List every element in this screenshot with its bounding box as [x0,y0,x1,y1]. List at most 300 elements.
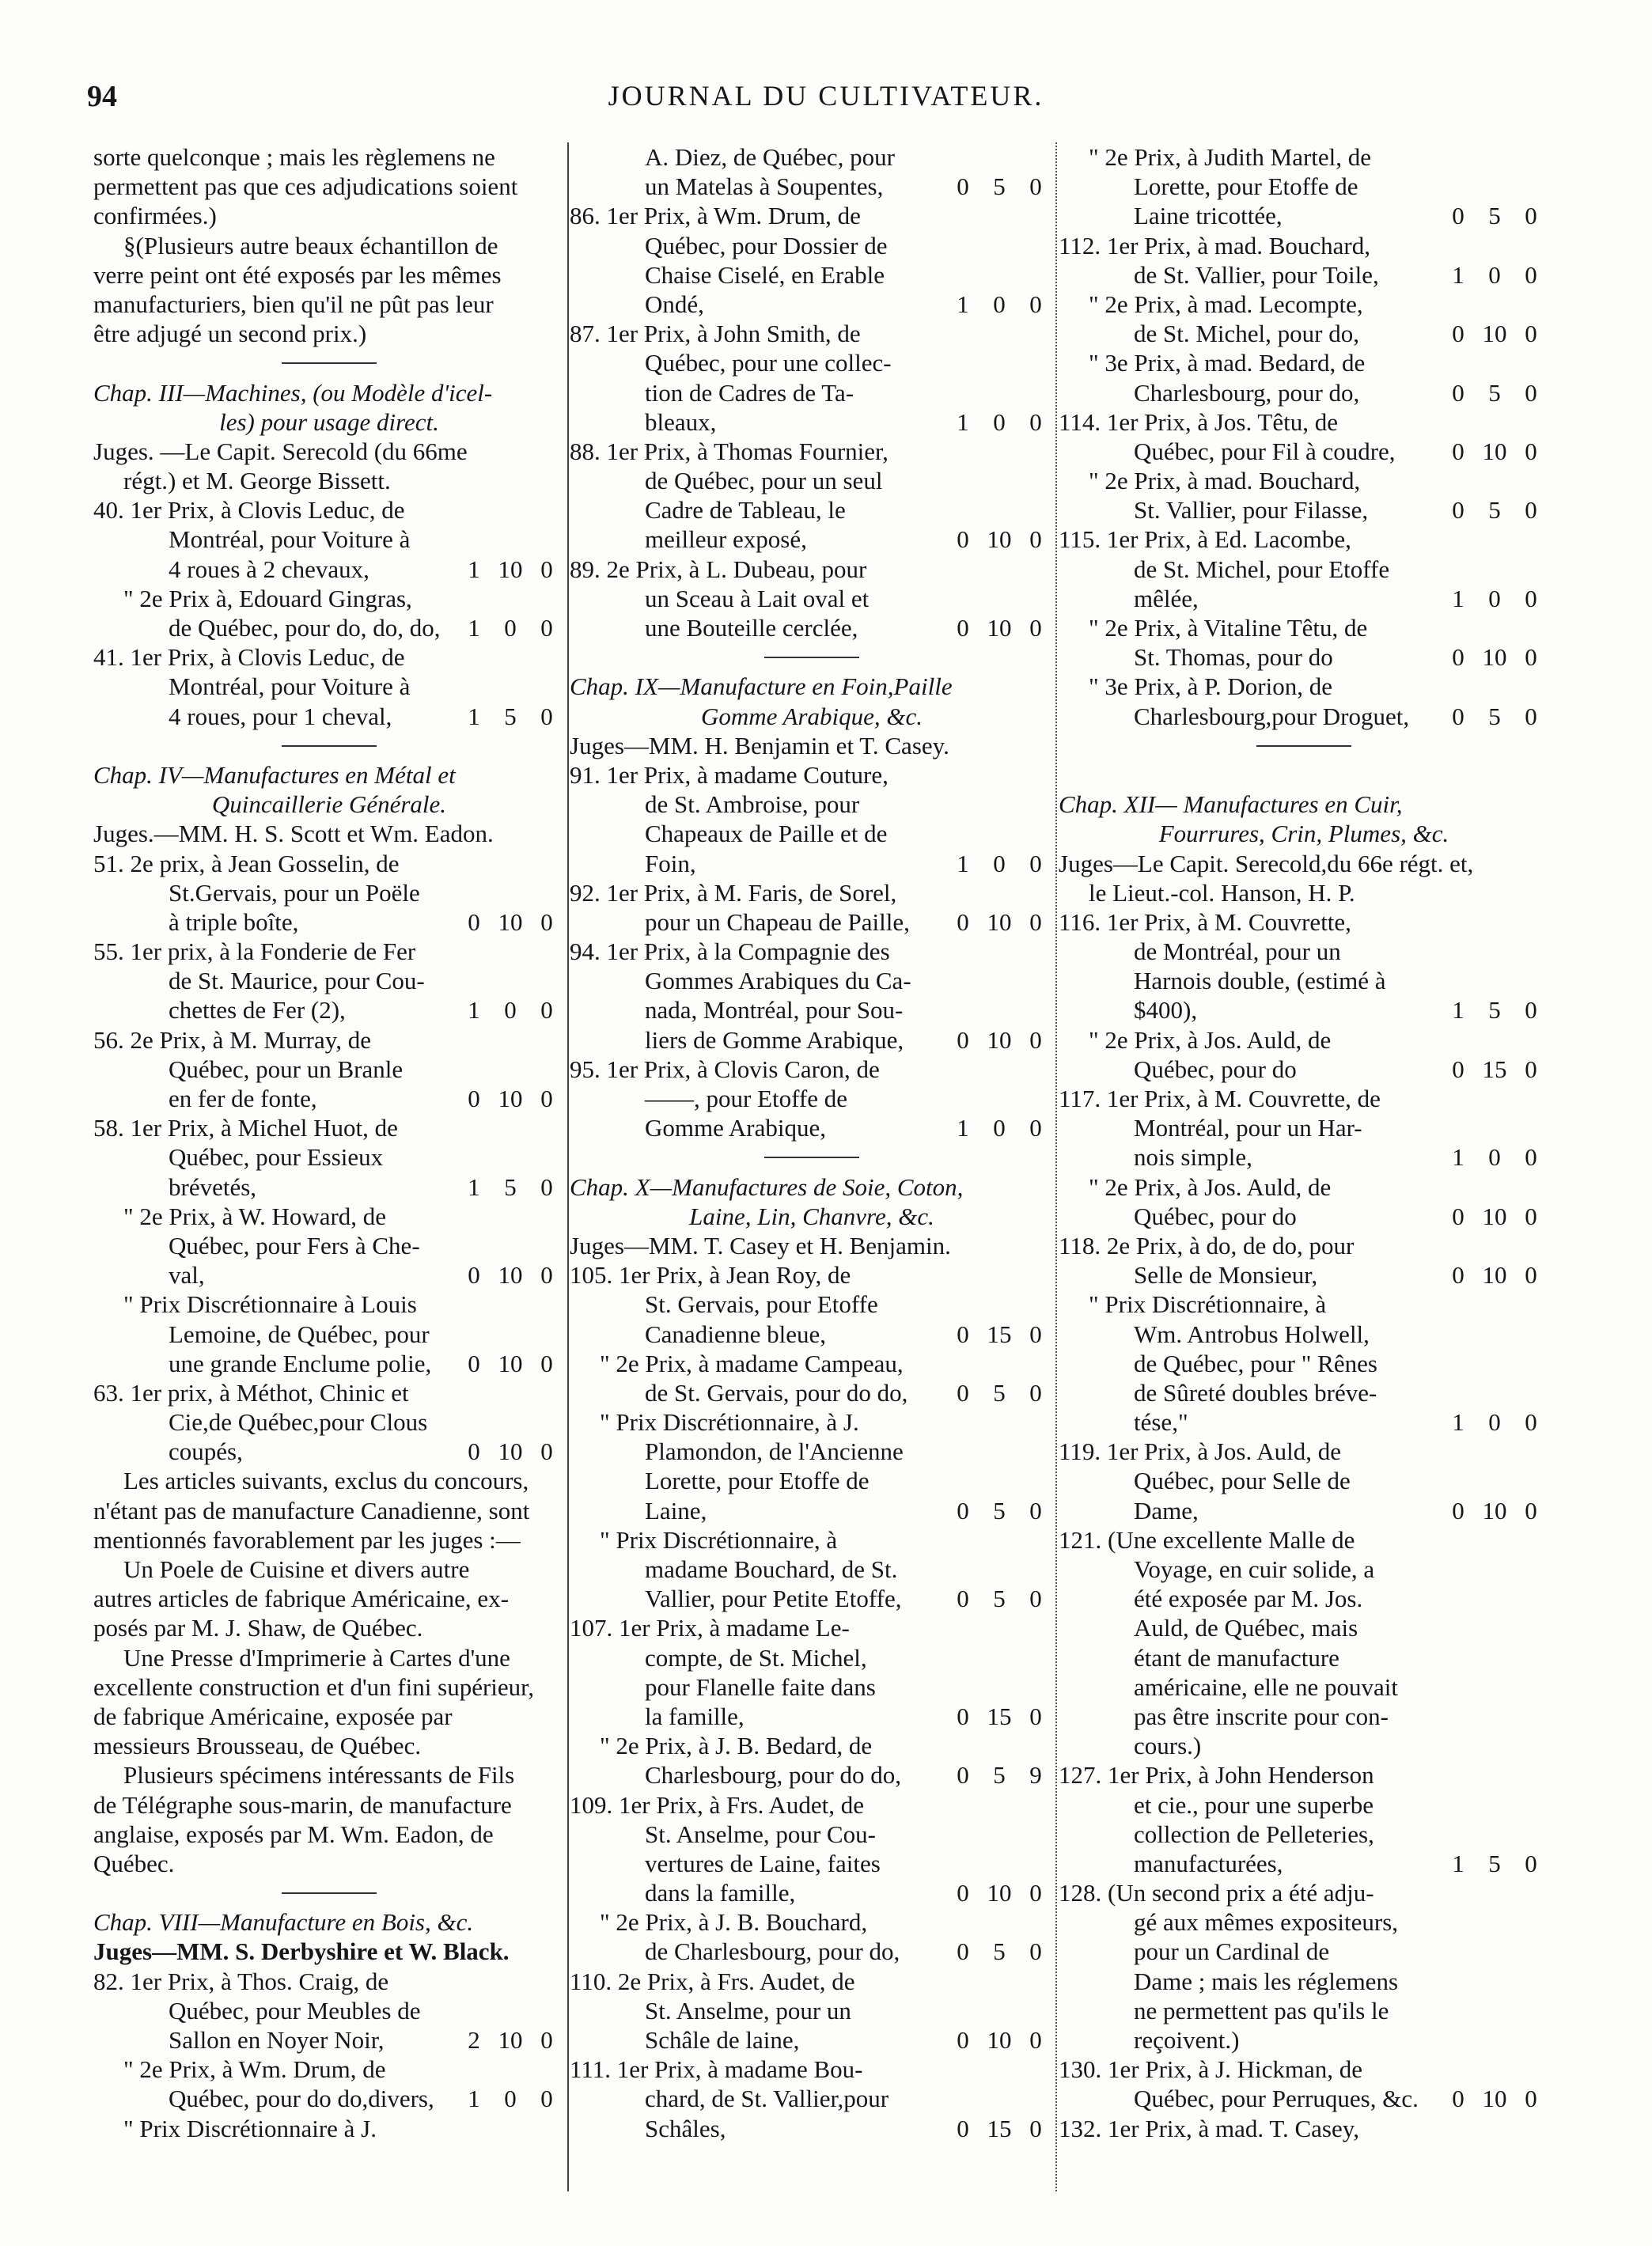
line-text: excellente construction et d'un fini supérieur, [93,1672,534,1701]
line-text: de Québec, pour un seul [645,467,883,495]
prize-amount [460,2025,560,2055]
line-text: gé aux mêmes expositeurs, [1134,1908,1399,1937]
text-column-middle [570,142,1054,2143]
shillings-value: 0 [1488,1408,1501,1437]
prize-amount [949,1584,1049,1613]
text-line [570,790,1054,819]
line-text: Québec, pour Dossier de [645,231,888,259]
line-text: " 2e Prix, à J. B. Bedard, de [600,1732,873,1760]
line-text: 118. 2e Prix, à do, de do, pour [1059,1231,1355,1259]
line-text: Vallier, pour Petite Etoffe, [645,1585,902,1613]
prize-amount [1445,995,1544,1025]
pence-value: 0 [1525,2085,1537,2113]
line-text: pour Flanelle faite dans [645,1672,876,1701]
pence-value: 0 [1525,437,1537,465]
line-text: Québec, pour Selle de [1134,1467,1351,1495]
text-line [93,1937,565,1966]
text-line [1059,966,1549,995]
line-text: Charlesbourg, pour do, [1134,378,1360,407]
line-text: Dame ; mais les réglemens [1134,1967,1399,1995]
pence-value: 0 [1525,1055,1537,1083]
text-line [93,1820,565,1849]
text-line [570,1937,1054,1966]
pence-value: 0 [1525,1408,1537,1437]
text-line [1059,1320,1549,1349]
line-text: Québec, pour do [1134,1202,1297,1230]
text-line [570,1113,1054,1142]
pence-value: 0 [1525,202,1537,230]
text-line [93,849,565,878]
text-line [1059,348,1549,377]
shillings-value: 10 [987,1025,1012,1054]
line-text: de St. Michel, pour Etoffe [1134,555,1390,583]
line-text: " 2e Prix, à Wm. Drum, de [123,2055,386,2084]
text-line [93,937,565,966]
line-text: ——, pour Etoffe de [645,1085,847,1112]
line-text: $400), [1134,996,1198,1025]
text-line [570,584,1054,613]
line-text: St. Vallier, pour Filasse, [1134,496,1369,525]
pounds-value: 1 [1452,584,1464,612]
shillings-value: 5 [993,1937,1006,1966]
line-text: " 3e Prix, à P. Dorion, de [1089,672,1332,701]
text-line [570,907,1054,937]
text-line [570,201,1054,230]
pounds-value: 0 [957,172,969,201]
text-line [93,407,565,437]
text-line [93,1260,565,1290]
pence-value: 0 [540,1172,553,1201]
text-line [570,1407,1054,1437]
text-line [1059,642,1549,672]
column-divider-right [1055,142,1057,2191]
pence-value: 0 [1525,643,1537,672]
text-line [570,1525,1054,1555]
pounds-value: 1 [957,1114,969,1142]
line-text: de fabrique Américaine, exposée par [93,1702,453,1730]
prize-amount [460,1437,560,1466]
prize-amount [460,1084,560,1113]
line-text: compte, de St. Michel, [645,1643,867,1672]
shillings-value: 0 [1488,260,1501,289]
text-line [570,966,1054,995]
line-text: être adjugé un second prix.) [93,320,367,348]
pounds-value: 0 [957,1585,969,1613]
prize-amount [949,1113,1049,1142]
shillings-value: 5 [993,1378,1006,1407]
shillings-value: 0 [993,1114,1006,1142]
shillings-value: 10 [498,1261,523,1290]
line-text: un Sceau à Lait oval et [645,584,870,612]
text-line [1059,1407,1549,1437]
line-text: 117. 1er Prix, à M. Couvrette, de [1059,1085,1381,1112]
text-line [1059,407,1549,437]
line-text: Schâle de laine, [645,2026,800,2054]
line-text: mentionnés favorablement par les juges :— [93,1525,521,1554]
text-line [1059,1878,1549,1907]
text-line [570,525,1054,554]
shillings-value: 5 [993,1585,1006,1613]
line-text: Chap. IX—Manufacture en Foin,Paille [570,672,953,701]
text-line [570,1172,1054,1202]
line-text: Wm. Antrobus Holwell, [1134,1320,1370,1348]
text-line [93,1555,565,1584]
text-line [570,613,1054,642]
pounds-value: 0 [1452,643,1464,672]
text-line [1059,1496,1549,1525]
line-text: Laine, [645,1496,707,1524]
text-line [570,849,1054,878]
line-text: collection de Pelleteries, [1134,1820,1374,1848]
pence-value: 0 [540,702,553,730]
line-text: n'étant pas de manufacture Canadienne, sont [93,1496,530,1524]
shillings-value: 10 [987,2026,1012,2054]
text-line [570,995,1054,1025]
text-line [1059,378,1549,407]
line-text: 91. 1er Prix, à madame Couture, [570,760,889,789]
text-line [570,319,1054,348]
line-text: " 2e Prix, à madame Campeau, [600,1349,904,1377]
pounds-value: 1 [468,555,480,583]
shillings-value: 10 [1482,437,1507,465]
text-line [1059,672,1549,701]
text-line [93,525,565,554]
line-text: Québec, pour un Branle [169,1055,404,1083]
line-text: 132. 1er Prix, à mad. T. Casey, [1059,2114,1359,2142]
line-text: Juges—MM. H. Benjamin et T. Casey. [570,731,949,759]
text-line [93,1407,565,1437]
pounds-value: 0 [468,1437,480,1466]
shillings-value: 10 [498,907,523,936]
text-line [1059,1202,1549,1231]
shillings-value: 0 [504,996,517,1025]
text-line [570,1731,1054,1760]
pounds-value: 1 [468,614,480,642]
text-line [93,966,565,995]
text-line [93,1202,565,1231]
text-line [1059,584,1549,613]
pence-value: 0 [1029,2026,1042,2054]
line-text: val, [169,1261,205,1290]
pence-value: 0 [540,2026,553,2054]
line-text: dans la famille, [645,1879,796,1907]
text-line [93,201,565,230]
prize-amount [460,555,560,584]
line-text: Québec, pour Meubles de [169,1996,421,2024]
text-line [1059,1937,1549,1966]
shillings-value: 0 [1488,584,1501,612]
text-line [93,1466,565,1495]
pence-value: 0 [1029,1937,1042,1966]
text-line [1059,2025,1549,2055]
shillings-value: 5 [1488,702,1501,730]
pounds-value: 1 [957,290,969,318]
text-line [1059,702,1549,731]
text-line [1059,1142,1549,1172]
running-title: JOURNAL DU CULTIVATEUR. [608,80,1044,112]
prize-amount [949,1320,1049,1349]
line-text: Auld, de Québec, mais [1134,1614,1358,1642]
prize-amount [460,1172,560,1202]
text-line [93,172,565,201]
text-line [93,702,565,731]
section-rule [570,1142,1054,1172]
line-text: 82. 1er Prix, à Thos. Craig, de [93,1967,389,1995]
line-text: Lorette, pour Etoffe de [1134,172,1358,201]
pence-value: 9 [1029,1761,1042,1790]
line-text: reçoivent.) [1134,2026,1240,2054]
line-text: Lemoine, de Québec, pour [169,1320,430,1348]
prize-amount [1445,584,1544,613]
text-line [570,2114,1054,2143]
pence-value: 0 [1029,1025,1042,1054]
line-text: Dame, [1134,1496,1199,1524]
line-text: Laine tricottée, [1134,202,1283,230]
text-line [1059,2055,1549,2084]
line-text: cours.) [1134,1732,1202,1760]
text-line [1059,1820,1549,1849]
line-text: " 2e Prix, à J. B. Bouchard, [600,1908,868,1937]
text-line [93,1055,565,1084]
text-line [93,319,565,348]
shillings-value: 10 [1482,1202,1507,1230]
text-line [93,1996,565,2025]
line-text: 115. 1er Prix, à Ed. Lacombe, [1059,525,1351,554]
pounds-value: 0 [1452,496,1464,525]
line-text: " 2e Prix, à W. Howard, de [123,1202,387,1230]
line-text: 107. 1er Prix, à madame Le- [570,1614,850,1642]
pounds-value: 0 [1452,1496,1464,1524]
page-number: 94 [87,80,117,113]
prize-amount [1445,1849,1544,1878]
text-line [1059,1525,1549,1555]
pence-value: 0 [1029,1496,1042,1524]
line-text: Chap. XII— Manufactures en Cuir, [1059,790,1403,819]
text-line [1059,760,1549,790]
text-line [570,1849,1054,1878]
prize-amount [1445,437,1544,466]
line-text: de Télégraphe sous-marin, de manufacture [93,1790,512,1819]
text-line [570,819,1054,848]
text-line [93,142,565,172]
line-text: " 2e Prix à, Edouard Gingras, [123,584,412,612]
text-line [570,172,1054,201]
prize-amount [949,1702,1049,1731]
text-line [570,2025,1054,2055]
line-text: 130. 1er Prix, à J. Hickman, de [1059,2055,1362,2084]
line-text: le Lieut.-col. Hanson, H. P. [1089,878,1355,907]
line-text: de Charlesbourg, pour do, [645,1937,900,1966]
text-line [93,760,565,790]
line-text: Chap. X—Manufactures de Soie, Coton, [570,1172,964,1201]
text-line [1059,907,1549,937]
text-line [1059,878,1549,907]
line-text: St.Gervais, pour un Poële [169,878,420,907]
text-line [1059,1290,1549,1319]
line-text: " 2e Prix, à Jos. Auld, de [1089,1025,1332,1054]
pounds-value: 0 [957,1378,969,1407]
pence-value: 0 [540,996,553,1025]
line-text: Juges—MM. T. Casey et H. Benjamin. [570,1231,951,1259]
line-text: Un Poele de Cuisine et divers autre [123,1555,470,1583]
text-line [93,1320,565,1349]
pence-value: 0 [1029,1378,1042,1407]
shillings-value: 5 [1488,1849,1501,1877]
shillings-value: 10 [1482,1496,1507,1524]
line-text: pas être inscrite pour con- [1134,1702,1389,1730]
line-text: Harnois double, (estimé à [1134,967,1386,995]
prize-amount [1445,1260,1544,1290]
text-line [1059,1967,1549,1996]
line-text: 116. 1er Prix, à M. Couvrette, [1059,907,1351,936]
column-divider-left [567,142,569,2191]
line-text: §(Plusieurs autre beaux échantillon de [123,231,498,259]
line-text: vertures de Laine, faites [645,1849,881,1877]
shillings-value: 5 [504,702,517,730]
line-text: ne permettent pas qu'ils le [1134,1996,1389,2024]
line-text: Chap. IV—Manufactures en Métal et [93,760,456,789]
shillings-value: 10 [987,614,1012,642]
line-text: pour un Chapeau de Paille, [645,907,910,936]
prize-amount [1445,260,1544,290]
text-line [570,702,1054,731]
line-text: posés par M. J. Shaw, de Québec. [93,1614,423,1642]
text-line [93,260,565,290]
text-line [93,1760,565,1790]
shillings-value: 5 [993,1496,1006,1524]
pence-value: 0 [1525,260,1537,289]
line-text: chettes de Fer (2), [169,996,346,1025]
text-line [1059,1055,1549,1084]
shillings-value: 5 [993,172,1006,201]
text-line [93,555,565,584]
line-text: 105. 1er Prix, à Jean Roy, de [570,1261,851,1290]
prize-amount [1445,378,1544,407]
prize-amount [1445,319,1544,348]
prize-amount [949,1878,1049,1907]
text-line [93,1231,565,1260]
text-line [93,1378,565,1407]
prize-amount [460,907,560,937]
text-line [570,1084,1054,1113]
pence-value: 0 [1029,849,1042,877]
line-text: de Québec, pour " Rênes [1134,1349,1377,1377]
prize-amount [1445,1055,1544,1084]
text-line [1059,1025,1549,1055]
pence-value: 0 [1029,1879,1042,1907]
line-text: tése," [1134,1408,1188,1437]
text-line [1059,466,1549,495]
line-text: 92. 1er Prix, à M. Faris, de Sorel, [570,878,897,907]
text-line [570,495,1054,525]
pounds-value: 0 [468,907,480,936]
line-text: " 2e Prix, à Vitaline Têtu, de [1089,614,1368,642]
text-line [93,2084,565,2113]
prize-amount [949,907,1049,937]
pence-value: 0 [1029,1702,1042,1730]
section-rule [93,1878,565,1907]
line-text: été exposée par M. Jos. [1134,1585,1363,1613]
line-text: Juges—MM. S. Derbyshire et W. Black. [93,1937,510,1966]
line-text: " 3e Prix, à mad. Bedard, de [1089,349,1366,377]
line-text: St. Gervais, pour Etoffe [645,1290,878,1319]
text-line [570,1996,1054,2025]
line-text: Chaise Ciselé, en Erable [645,260,885,289]
line-text: Foin, [645,849,696,877]
text-line [1059,1555,1549,1584]
line-text: Montréal, pour Voiture à [169,672,411,701]
text-line [1059,142,1549,172]
line-text: St. Thomas, pour do [1134,643,1333,672]
pounds-value: 1 [957,407,969,436]
line-text: de St. Ambroise, pour [645,790,860,819]
pounds-value: 0 [957,1879,969,1907]
line-text: Cadre de Tableau, le [645,496,846,525]
prize-amount [949,1760,1049,1790]
text-line [1059,201,1549,230]
line-text: brévetés, [169,1172,257,1201]
text-line [1059,1672,1549,1702]
line-text: Plusieurs spécimens intéressants de Fils [123,1761,515,1790]
shillings-value: 0 [993,849,1006,877]
text-line [1059,1378,1549,1407]
text-line [93,1084,565,1113]
text-line [1059,555,1549,584]
line-text: 56. 2e Prix, à M. Murray, de [93,1025,371,1054]
text-line [93,378,565,407]
line-text: " Prix Discrétionnaire, à [600,1525,838,1554]
line-text: liers de Gomme Arabique, [645,1025,904,1054]
line-text: Laine, Lin, Chanvre, &c. [689,1202,934,1230]
line-text: régt.) et M. George Bissett. [123,467,391,495]
shillings-value: 10 [987,525,1012,554]
line-text: Chapeaux de Paille et de [645,820,888,848]
pounds-value: 1 [468,1172,480,1201]
shillings-value: 5 [993,1761,1006,1790]
prize-amount [949,2114,1049,2143]
prize-amount [1445,495,1544,525]
line-text: St. Anselme, pour un [645,1996,851,2024]
line-text: bleaux, [645,407,717,436]
text-line [570,1025,1054,1055]
text-line [1059,2084,1549,2113]
line-text: madame Bouchard, de St. [645,1555,898,1583]
line-text: Montréal, pour Voiture à [169,525,411,554]
line-text: " 2e Prix, à mad. Bouchard, [1089,467,1361,495]
line-text: Gomme Arabique, [645,1114,827,1142]
shillings-value: 5 [1488,378,1501,407]
line-text: meilleur exposé, [645,525,807,554]
line-text: 94. 1er Prix, à la Compagnie des [570,937,890,966]
line-text: permettent pas que ces adjudications soient [93,172,518,201]
text-line [93,437,565,466]
prize-amount [949,1937,1049,1966]
pounds-value: 0 [957,2026,969,2054]
pounds-value: 1 [1452,1143,1464,1172]
text-line [570,348,1054,377]
text-line [93,1584,565,1613]
text-line [1059,172,1549,201]
pounds-value: 0 [1452,437,1464,465]
line-text: Québec, pour Essieux [169,1143,384,1172]
line-text: verre peint ont été exposés par les mêmes [93,260,502,289]
text-line [93,2025,565,2055]
line-text: " 2e Prix, à mad. Lecompte, [1089,290,1363,318]
prize-amount [1445,1496,1544,1525]
text-line [93,1967,565,1996]
line-text: Quincaillerie Générale. [211,790,447,819]
line-text: Juges—Le Capit. Serecold,du 66e régt. et, [1059,849,1474,877]
